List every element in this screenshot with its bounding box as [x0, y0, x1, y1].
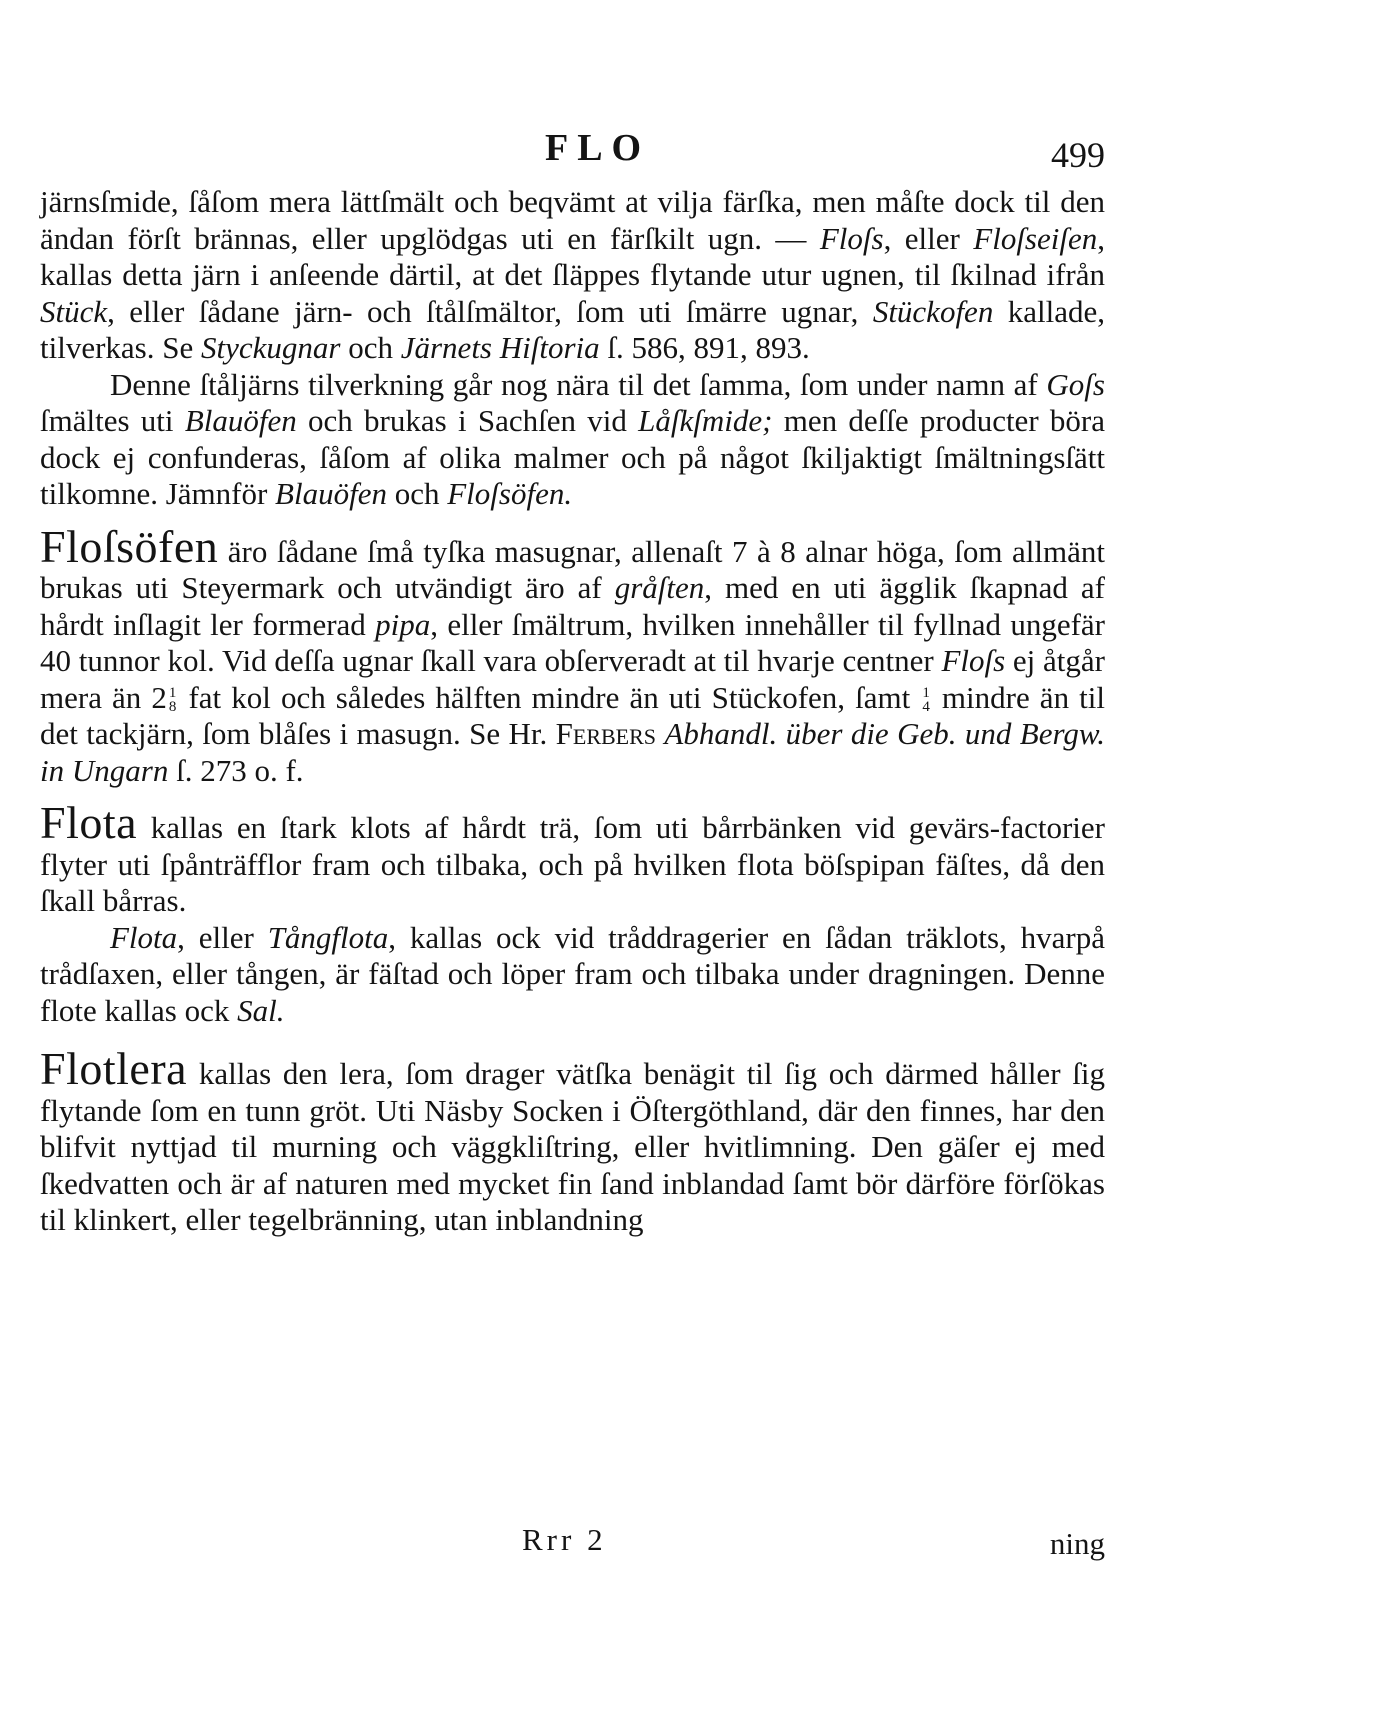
entry-headword: Flotlera — [40, 1043, 188, 1094]
running-head-word: FLO — [545, 127, 651, 169]
author-name: Ferbers — [555, 716, 657, 751]
text-run: mindre än til det tackjärn, ſom blåſes i masugn. Se Hr. — [40, 679, 1105, 751]
text-run: , med en uti ägglik ſkapnad af hårdt inſlagit ler formerad — [40, 570, 1105, 642]
italic-term: pipa — [375, 606, 431, 642]
text-run: , eller ſmältrum, hvilken innehåller til fyllnad ungefär 40 tunnor kol. Vid deſſa ugnar ſkall vara obſerveradt at til hvarje centner — [40, 606, 1105, 678]
entry-headword: Flota — [40, 797, 138, 848]
text-run: , kallas detta järn i anſeende därtil, at det ſläppes flytande utur ugnen, til ſkilnad ifrån — [40, 220, 1105, 292]
paragraph-tangflota — [40, 920, 1105, 1030]
fraction-denominator: 4 — [922, 699, 930, 716]
italic-reference: Floſsöfen. — [447, 476, 573, 511]
entry-headword: Floſsöfen — [40, 520, 219, 572]
running-head — [40, 120, 1105, 180]
italic-term: Flota — [110, 919, 178, 955]
page-footer — [40, 1522, 1105, 1566]
entry-flossofen — [40, 520, 1106, 790]
text-run: , eller ſådane järn- och ſtålſmältor, ſom uti ſmärre ugnar, — [107, 293, 873, 329]
italic-term: Stück — [40, 293, 108, 329]
fraction-numerator: 1 — [168, 685, 177, 702]
text-run: och brukas i Sachſen vid — [296, 403, 639, 438]
entry-flotlera — [40, 1043, 1105, 1239]
text-run: ſ. 586, 891, 893. — [599, 330, 810, 365]
fraction-one-eighth — [169, 686, 177, 714]
entry-flota — [40, 797, 1105, 920]
paragraph-staljarn — [40, 367, 1105, 513]
italic-reference: Järnets Hiſtoria — [400, 330, 600, 365]
text-run: äro ſådane ſmå tyſka masugnar, allenaſt 7 à 8 alnar höga, ſom allmänt brukas uti Steyermark och utvändigt äro af — [40, 533, 1105, 605]
text-run: , kallas ock vid tråddragerier en ſådan träklots, hvarpå trådſaxen, eller tången, är fäſtad och löper fram och tilbaka under dragningen. Denne flote kallas ock — [40, 919, 1105, 1028]
text-run: , eller — [883, 220, 974, 256]
italic-term: Tångflota — [267, 919, 389, 955]
text-run: ej åtgår mera än 2 — [40, 643, 1106, 715]
text-run: och — [386, 476, 448, 511]
fraction-numerator: 1 — [922, 685, 930, 702]
italic-term: Stückofen — [872, 293, 994, 329]
italic-term: Floſseiſen — [973, 220, 1098, 256]
text-run: och — [340, 330, 401, 365]
italic-term: Blauöfen — [184, 403, 297, 438]
fraction-one-quarter — [922, 686, 930, 714]
text-run: ſmältes uti — [40, 403, 185, 438]
italic-term: gråſten — [614, 570, 705, 605]
text-run: men deſſe producter böra dock ej confunderas, ſåſom af olika malmer och på något ſkiljaktigt ſmältningsſätt tilkomne. Jämnför — [40, 403, 1105, 511]
catchword: ning — [1049, 1526, 1105, 1561]
italic-reference: Styckugnar — [201, 330, 341, 365]
italic-term: Floſs — [819, 220, 884, 256]
page-number: 499 — [1051, 135, 1105, 175]
italic-term: Goſs — [1046, 366, 1105, 402]
fraction-denominator: 8 — [168, 699, 177, 716]
text-run: fat kol och således hälften mindre än uti Stückofen, ſamt — [178, 679, 921, 715]
text-run: järnsſmide, ſåſom mera lättſmält och beqvämt at vilja färſka, men måſte dock til den ändan förſt brännas, eller upglödgas uti en färſkilt ugn. — — [40, 184, 1105, 256]
text-run: kallas en ſtark klots af hårdt trä, ſom uti bårrbänken vid gevärs-factorier flyter uti ſpånträfflor fram och tilbaka, och på hvilken flota böſspipan fäſtes, då den ſkall bårras. — [40, 810, 1105, 918]
italic-reference: Blauöfen — [275, 476, 387, 511]
text-run: kallade, tilverkas. Se — [40, 293, 1105, 365]
text-run: kallas den lera, ſom drager vätſka benägit til ſig och därmed håller ſig flytande ſom en tunn gröt. Uti Näsby Socken i Öſtergöthland, där den finnes, har den blifvit nyttjad til murning och väggkliſtring, eller hvitlimning. Den gäſer ej med ſkedvatten och är af naturen med mycket fin ſand inblandad ſamt bör därföre förſökas til klinkert, eller tegelbränning, utan inblandning — [40, 1056, 1105, 1237]
italic-reference: Abhandl. über die Geb. und Bergw. in Ungarn — [40, 716, 1105, 788]
paragraph-flosseisen — [40, 184, 1105, 367]
italic-term: Låſkſmide; — [638, 403, 773, 438]
signature-mark: Rrr 2 — [522, 1522, 607, 1557]
body-text — [40, 184, 1105, 1239]
italic-term: Floſs — [941, 643, 1006, 678]
text-run: Denne ſtåljärns tilverkning går nog nära til det ſamma, ſom under namn af — [110, 366, 1047, 402]
text-run: ſ. 273 o. f. — [168, 752, 304, 788]
text-run: , eller — [177, 919, 268, 955]
italic-term: Sal. — [237, 992, 285, 1028]
